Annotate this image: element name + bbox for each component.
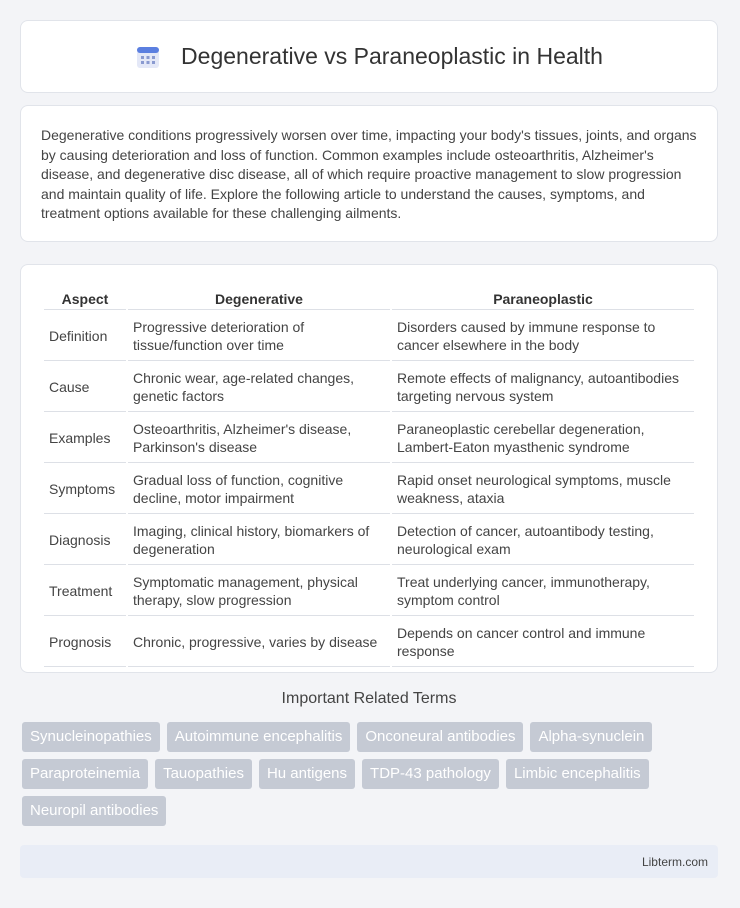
related-term-tag[interactable]: Onconeural antibodies <box>357 722 523 752</box>
paraneoplastic-cell: Depends on cancer control and immune response <box>392 618 694 667</box>
aspect-cell: Examples <box>44 414 126 463</box>
paraneoplastic-cell: Remote effects of malignancy, autoantibodies targeting nervous system <box>392 363 694 412</box>
related-terms-section <box>20 690 718 826</box>
footer <box>20 845 718 878</box>
degenerative-cell: Progressive deterioration of tissue/function over time <box>128 312 390 361</box>
header-card <box>20 20 718 93</box>
paraneoplastic-cell: Detection of cancer, autoantibody testing, neurological exam <box>392 516 694 565</box>
table-row <box>44 618 694 667</box>
table-row <box>44 567 694 616</box>
degenerative-cell: Chronic, progressive, varies by disease <box>128 618 390 667</box>
footer-site-link[interactable]: Libterm.com <box>641 854 708 869</box>
header-paraneoplastic: Paraneoplastic <box>392 287 694 310</box>
degenerative-cell: Symptomatic management, physical therapy, slow progression <box>128 567 390 616</box>
paraneoplastic-cell: Disorders caused by immune response to cancer elsewhere in the body <box>392 312 694 361</box>
table-header-row <box>44 287 694 310</box>
header-degenerative: Degenerative <box>128 287 390 310</box>
paraneoplastic-cell: Paraneoplastic cerebellar degeneration, Lambert-Eaton myasthenic syndrome <box>392 414 694 463</box>
related-term-tag[interactable]: TDP-43 pathology <box>362 759 499 789</box>
related-term-tag[interactable]: Autoimmune encephalitis <box>167 722 351 752</box>
table-row <box>44 363 694 412</box>
comparison-table <box>42 285 696 669</box>
table-row <box>44 312 694 361</box>
degenerative-cell: Osteoarthritis, Alzheimer's disease, Parkinson's disease <box>128 414 390 463</box>
intro-card <box>20 105 718 242</box>
related-term-tag[interactable]: Limbic encephalitis <box>506 759 649 789</box>
related-term-tag[interactable]: Neuropil antibodies <box>22 796 166 826</box>
related-term-tag[interactable]: Alpha-synuclein <box>530 722 652 752</box>
comparison-table-card <box>20 264 718 673</box>
degenerative-cell: Chronic wear, age-related changes, genetic factors <box>128 363 390 412</box>
page-title: Degenerative vs Paraneoplastic in Health <box>181 43 603 69</box>
table-row <box>44 465 694 514</box>
related-terms-tags <box>20 722 718 826</box>
aspect-cell: Symptoms <box>44 465 126 514</box>
paraneoplastic-cell: Treat underlying cancer, immunotherapy, symptom control <box>392 567 694 616</box>
related-term-tag[interactable]: Synucleinopathies <box>22 722 160 752</box>
header-aspect: Aspect <box>44 287 126 310</box>
intro-text: Degenerative conditions progressively worsen over time, impacting your body's tissues, joints, and organs by causing deterioration and loss of function. Common examples include osteoarthritis, Alzheimer's disease, and degenerative disc disease, all of which require proactive management to slow progression and maintain quality of life. Explore the following article to understand the causes, symptoms, and treatment options available for these challenging ailments. <box>41 127 697 222</box>
related-term-tag[interactable]: Paraproteinemia <box>22 759 148 789</box>
aspect-cell: Prognosis <box>44 618 126 667</box>
aspect-cell: Cause <box>44 363 126 412</box>
related-terms-title: Important Related Terms <box>281 690 457 707</box>
paraneoplastic-cell: Rapid onset neurological symptoms, muscle weakness, ataxia <box>392 465 694 514</box>
aspect-cell: Definition <box>44 312 126 361</box>
aspect-cell: Diagnosis <box>44 516 126 565</box>
table-row <box>44 516 694 565</box>
degenerative-cell: Gradual loss of function, cognitive decline, motor impairment <box>128 465 390 514</box>
degenerative-cell: Imaging, clinical history, biomarkers of degeneration <box>128 516 390 565</box>
related-term-tag[interactable]: Tauopathies <box>155 759 252 789</box>
related-term-tag[interactable]: Hu antigens <box>259 759 355 789</box>
calendar-icon <box>135 44 161 70</box>
table-row <box>44 414 694 463</box>
aspect-cell: Treatment <box>44 567 126 616</box>
